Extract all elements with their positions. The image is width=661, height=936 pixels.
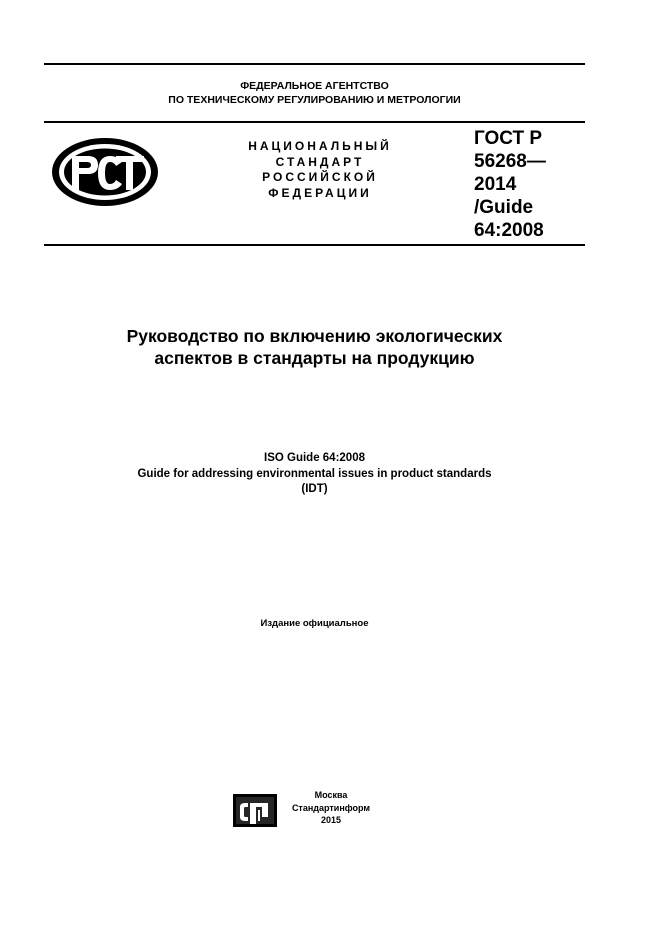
- publisher-year: 2015: [320, 815, 342, 825]
- designation-line-2: 56268—: [474, 151, 546, 172]
- designation-line-3: 2014: [474, 174, 517, 195]
- iso-code: ISO Guide 64:2008: [264, 452, 365, 464]
- designation-line-1: ГОСТ Р: [474, 128, 543, 149]
- edition-label: Издание официальное: [260, 618, 369, 629]
- national-standard-line-1: НАЦИОНАЛЬНЫЙ: [248, 139, 392, 153]
- top-rule: [44, 63, 585, 65]
- publisher-block: [283, 789, 379, 827]
- national-standard-label: [232, 139, 408, 201]
- agency-line-1: ФЕДЕРАЛЬНОЕ АГЕНТСТВО: [240, 80, 389, 92]
- national-standard-line-2: СТАНДАРТ: [275, 154, 365, 169]
- agency-line-2: ПО ТЕХНИЧЕСКОМУ РЕГУЛИРОВАНИЮ И МЕТРОЛОГИИ: [168, 94, 461, 106]
- middle-rule: [44, 121, 585, 123]
- publisher-name: Стандартинформ: [291, 802, 371, 813]
- designation-line-5: 64:2008: [474, 220, 544, 241]
- national-standard-line-4: ФЕДЕРАЦИИ: [268, 185, 372, 200]
- document-title: [44, 325, 585, 369]
- iso-english-title: Guide for addressing environmental issues in product standards: [137, 467, 492, 480]
- standard-designation: [474, 127, 582, 242]
- designation-line-4: /Guide: [474, 197, 534, 218]
- iso-reference: [44, 451, 585, 498]
- bottom-rule: [44, 244, 585, 246]
- gost-r-certification-logo-icon: [50, 136, 160, 208]
- title-line-1: Руководство по включению экологических: [126, 326, 503, 346]
- national-standard-line-3: РОССИЙСКОЙ: [262, 170, 378, 184]
- title-line-2: аспектов в стандарты на продукцию: [154, 348, 475, 368]
- standartinform-logo-icon: [232, 793, 278, 828]
- agency-header: [44, 79, 585, 107]
- publisher-city: Москва: [314, 790, 348, 800]
- iso-degree: (IDT): [301, 483, 328, 495]
